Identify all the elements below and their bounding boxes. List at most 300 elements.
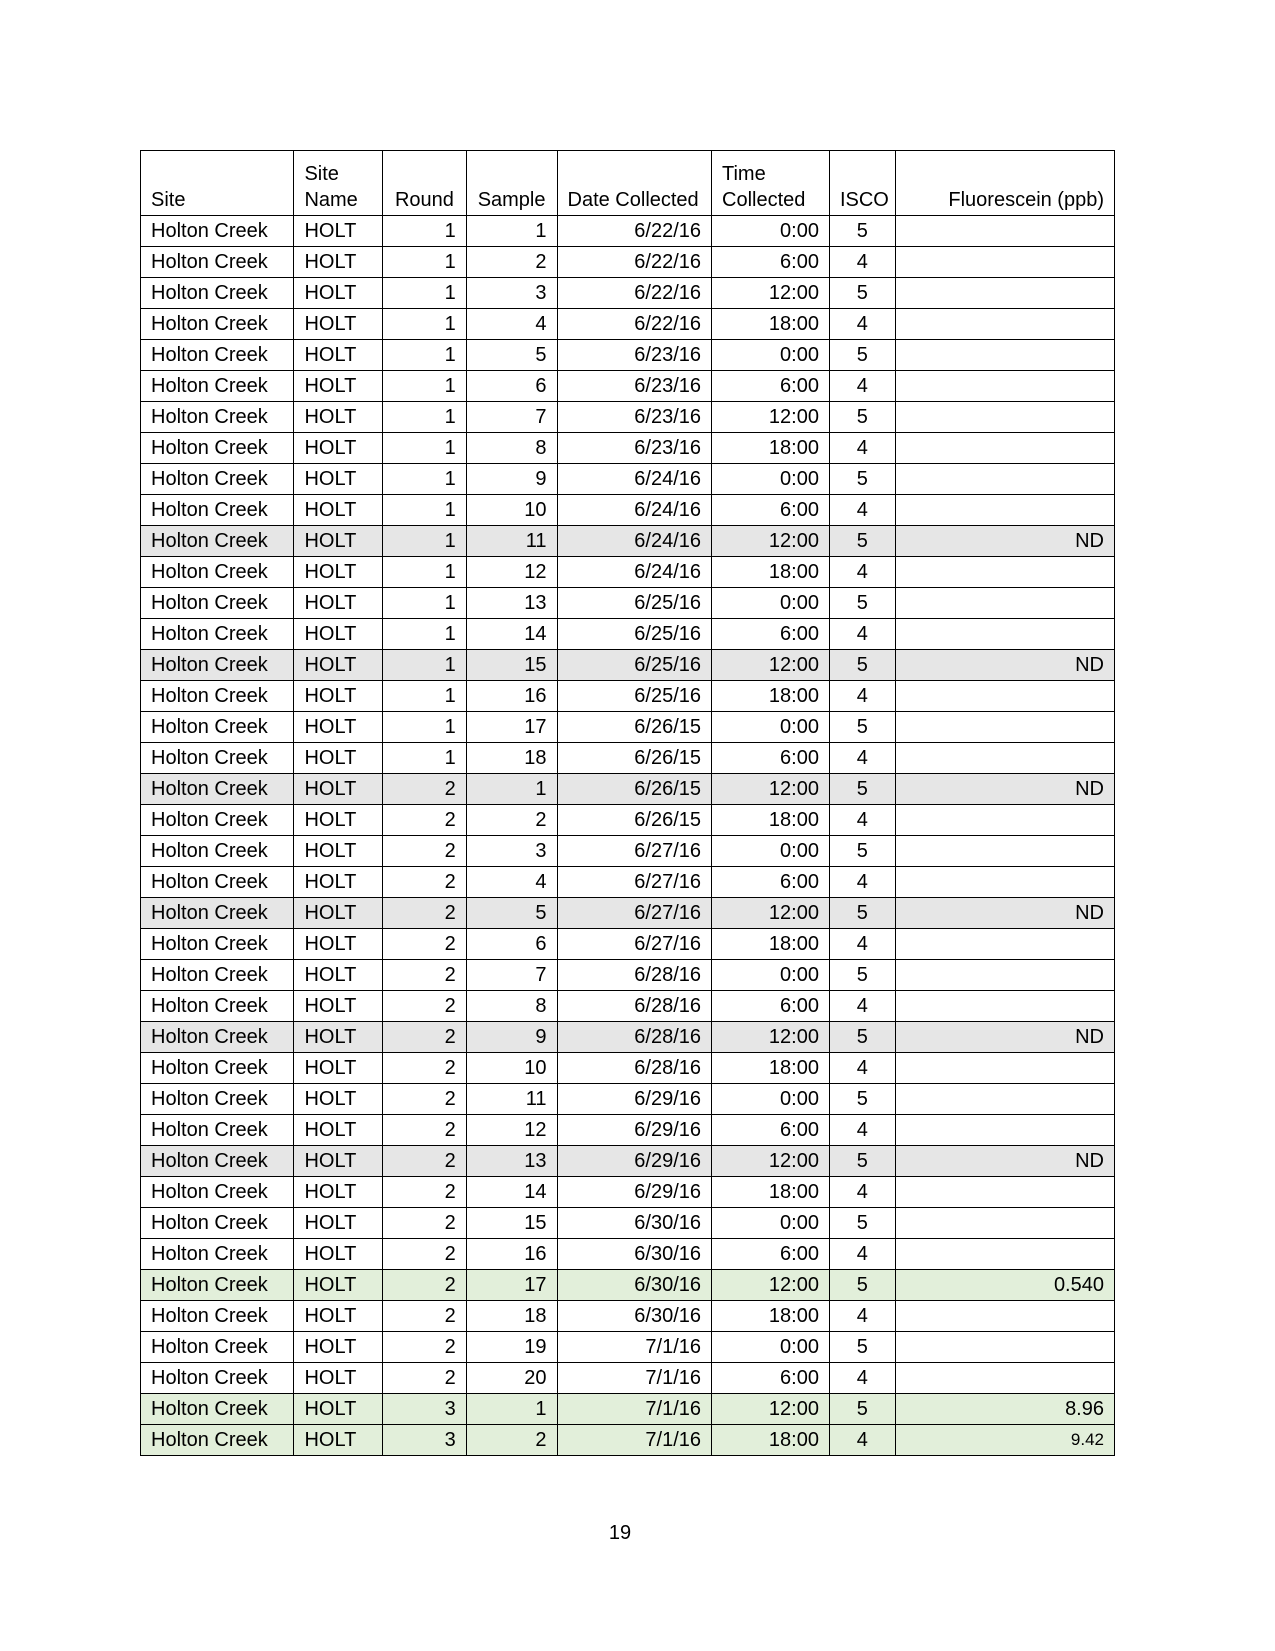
cell-time-collected: 0:00 bbox=[712, 836, 830, 867]
cell-round: 1 bbox=[383, 526, 467, 557]
cell-round: 1 bbox=[383, 216, 467, 247]
cell-sample: 10 bbox=[466, 1053, 557, 1084]
cell-sample: 17 bbox=[466, 1270, 557, 1301]
table-row bbox=[141, 1084, 1115, 1115]
cell-fluorescein bbox=[895, 836, 1114, 867]
table-row bbox=[141, 278, 1115, 309]
cell-time-collected: 12:00 bbox=[712, 898, 830, 929]
cell-isco: 4 bbox=[829, 433, 895, 464]
cell-site: Holton Creek bbox=[141, 557, 294, 588]
cell-site-name: HOLT bbox=[294, 557, 383, 588]
table-row bbox=[141, 960, 1115, 991]
table-row bbox=[141, 371, 1115, 402]
cell-site: Holton Creek bbox=[141, 929, 294, 960]
cell-site-name: HOLT bbox=[294, 526, 383, 557]
cell-site-name: HOLT bbox=[294, 278, 383, 309]
cell-round: 2 bbox=[383, 1208, 467, 1239]
cell-time-collected: 0:00 bbox=[712, 960, 830, 991]
cell-round: 1 bbox=[383, 743, 467, 774]
col-header-date-collected: Date Collected bbox=[557, 151, 712, 216]
cell-date-collected: 6/30/16 bbox=[557, 1301, 712, 1332]
cell-sample: 13 bbox=[466, 588, 557, 619]
cell-sample: 16 bbox=[466, 1239, 557, 1270]
cell-time-collected: 0:00 bbox=[712, 588, 830, 619]
cell-fluorescein: ND bbox=[895, 774, 1114, 805]
cell-fluorescein bbox=[895, 588, 1114, 619]
cell-time-collected: 0:00 bbox=[712, 216, 830, 247]
cell-sample: 12 bbox=[466, 557, 557, 588]
cell-date-collected: 6/23/16 bbox=[557, 433, 712, 464]
cell-site: Holton Creek bbox=[141, 464, 294, 495]
cell-round: 1 bbox=[383, 247, 467, 278]
cell-sample: 11 bbox=[466, 1084, 557, 1115]
table-row bbox=[141, 216, 1115, 247]
col-header-isco: ISCO bbox=[829, 151, 895, 216]
cell-time-collected: 18:00 bbox=[712, 805, 830, 836]
cell-site: Holton Creek bbox=[141, 805, 294, 836]
cell-site-name: HOLT bbox=[294, 1022, 383, 1053]
cell-time-collected: 18:00 bbox=[712, 1425, 830, 1456]
cell-isco: 4 bbox=[829, 1425, 895, 1456]
cell-time-collected: 6:00 bbox=[712, 867, 830, 898]
table-row bbox=[141, 247, 1115, 278]
cell-isco: 5 bbox=[829, 1084, 895, 1115]
cell-isco: 4 bbox=[829, 867, 895, 898]
table-row bbox=[141, 805, 1115, 836]
cell-site-name: HOLT bbox=[294, 929, 383, 960]
cell-site: Holton Creek bbox=[141, 1363, 294, 1394]
cell-time-collected: 0:00 bbox=[712, 1332, 830, 1363]
cell-date-collected: 6/30/16 bbox=[557, 1270, 712, 1301]
cell-time-collected: 6:00 bbox=[712, 619, 830, 650]
table-row bbox=[141, 526, 1115, 557]
cell-site: Holton Creek bbox=[141, 712, 294, 743]
cell-round: 1 bbox=[383, 650, 467, 681]
page-number: 19 bbox=[608, 1522, 632, 1544]
cell-site-name: HOLT bbox=[294, 247, 383, 278]
cell-round: 2 bbox=[383, 1146, 467, 1177]
cell-isco: 5 bbox=[829, 340, 895, 371]
cell-round: 1 bbox=[383, 464, 467, 495]
cell-site: Holton Creek bbox=[141, 1332, 294, 1363]
cell-isco: 5 bbox=[829, 588, 895, 619]
cell-round: 1 bbox=[383, 681, 467, 712]
table-row bbox=[141, 588, 1115, 619]
cell-round: 2 bbox=[383, 1301, 467, 1332]
col-header-time-collected: Time Collected bbox=[712, 151, 830, 216]
table-row bbox=[141, 681, 1115, 712]
cell-date-collected: 6/26/15 bbox=[557, 774, 712, 805]
cell-date-collected: 7/1/16 bbox=[557, 1332, 712, 1363]
cell-round: 1 bbox=[383, 557, 467, 588]
cell-site: Holton Creek bbox=[141, 1394, 294, 1425]
cell-fluorescein: ND bbox=[895, 1146, 1114, 1177]
cell-site: Holton Creek bbox=[141, 495, 294, 526]
cell-site-name: HOLT bbox=[294, 960, 383, 991]
cell-time-collected: 6:00 bbox=[712, 371, 830, 402]
cell-site: Holton Creek bbox=[141, 433, 294, 464]
cell-time-collected: 6:00 bbox=[712, 1239, 830, 1270]
table-row bbox=[141, 1425, 1115, 1456]
cell-site: Holton Creek bbox=[141, 1425, 294, 1456]
cell-round: 2 bbox=[383, 805, 467, 836]
table-row bbox=[141, 340, 1115, 371]
cell-fluorescein: ND bbox=[895, 1022, 1114, 1053]
cell-date-collected: 6/27/16 bbox=[557, 867, 712, 898]
cell-date-collected: 6/24/16 bbox=[557, 495, 712, 526]
cell-date-collected: 6/29/16 bbox=[557, 1084, 712, 1115]
cell-sample: 17 bbox=[466, 712, 557, 743]
cell-sample: 16 bbox=[466, 681, 557, 712]
cell-time-collected: 18:00 bbox=[712, 681, 830, 712]
cell-isco: 4 bbox=[829, 495, 895, 526]
table-row bbox=[141, 1394, 1115, 1425]
table-row bbox=[141, 557, 1115, 588]
col-header-round: Round bbox=[383, 151, 467, 216]
cell-sample: 18 bbox=[466, 743, 557, 774]
cell-site: Holton Creek bbox=[141, 1301, 294, 1332]
cell-date-collected: 6/26/15 bbox=[557, 805, 712, 836]
col-header-fluorescein: Fluorescein (ppb) bbox=[895, 151, 1114, 216]
cell-site: Holton Creek bbox=[141, 867, 294, 898]
cell-isco: 5 bbox=[829, 1270, 895, 1301]
cell-isco: 5 bbox=[829, 960, 895, 991]
cell-site-name: HOLT bbox=[294, 464, 383, 495]
cell-round: 2 bbox=[383, 1363, 467, 1394]
cell-site-name: HOLT bbox=[294, 1394, 383, 1425]
cell-date-collected: 6/28/16 bbox=[557, 1022, 712, 1053]
cell-time-collected: 0:00 bbox=[712, 712, 830, 743]
cell-time-collected: 6:00 bbox=[712, 495, 830, 526]
cell-time-collected: 6:00 bbox=[712, 247, 830, 278]
cell-time-collected: 12:00 bbox=[712, 1394, 830, 1425]
cell-site: Holton Creek bbox=[141, 774, 294, 805]
cell-isco: 5 bbox=[829, 402, 895, 433]
cell-site: Holton Creek bbox=[141, 340, 294, 371]
cell-isco: 5 bbox=[829, 1394, 895, 1425]
cell-time-collected: 0:00 bbox=[712, 1208, 830, 1239]
cell-fluorescein bbox=[895, 1208, 1114, 1239]
table-row bbox=[141, 836, 1115, 867]
cell-isco: 5 bbox=[829, 774, 895, 805]
cell-sample: 18 bbox=[466, 1301, 557, 1332]
cell-round: 2 bbox=[383, 991, 467, 1022]
cell-fluorescein bbox=[895, 712, 1114, 743]
cell-date-collected: 6/29/16 bbox=[557, 1146, 712, 1177]
table-row bbox=[141, 898, 1115, 929]
cell-round: 1 bbox=[383, 433, 467, 464]
cell-time-collected: 12:00 bbox=[712, 774, 830, 805]
cell-time-collected: 0:00 bbox=[712, 464, 830, 495]
cell-round: 1 bbox=[383, 712, 467, 743]
col-header-site: Site bbox=[141, 151, 294, 216]
cell-date-collected: 6/22/16 bbox=[557, 309, 712, 340]
table-row bbox=[141, 495, 1115, 526]
cell-fluorescein bbox=[895, 309, 1114, 340]
cell-site-name: HOLT bbox=[294, 371, 383, 402]
cell-round: 2 bbox=[383, 1053, 467, 1084]
cell-sample: 1 bbox=[466, 1394, 557, 1425]
cell-site: Holton Creek bbox=[141, 991, 294, 1022]
cell-site: Holton Creek bbox=[141, 1053, 294, 1084]
cell-round: 2 bbox=[383, 1084, 467, 1115]
cell-fluorescein bbox=[895, 1115, 1114, 1146]
cell-round: 1 bbox=[383, 495, 467, 526]
cell-site-name: HOLT bbox=[294, 1239, 383, 1270]
cell-site: Holton Creek bbox=[141, 1022, 294, 1053]
cell-time-collected: 18:00 bbox=[712, 1177, 830, 1208]
cell-time-collected: 18:00 bbox=[712, 433, 830, 464]
cell-site-name: HOLT bbox=[294, 805, 383, 836]
cell-round: 2 bbox=[383, 1022, 467, 1053]
cell-site: Holton Creek bbox=[141, 247, 294, 278]
cell-round: 2 bbox=[383, 1177, 467, 1208]
cell-sample: 13 bbox=[466, 1146, 557, 1177]
cell-fluorescein bbox=[895, 1239, 1114, 1270]
cell-site: Holton Creek bbox=[141, 1177, 294, 1208]
cell-sample: 14 bbox=[466, 1177, 557, 1208]
cell-fluorescein: ND bbox=[895, 898, 1114, 929]
cell-sample: 4 bbox=[466, 867, 557, 898]
cell-round: 2 bbox=[383, 867, 467, 898]
table-row bbox=[141, 1053, 1115, 1084]
cell-date-collected: 6/25/16 bbox=[557, 619, 712, 650]
cell-isco: 4 bbox=[829, 309, 895, 340]
table-row bbox=[141, 1239, 1115, 1270]
cell-site-name: HOLT bbox=[294, 1270, 383, 1301]
cell-fluorescein: ND bbox=[895, 650, 1114, 681]
cell-date-collected: 6/27/16 bbox=[557, 836, 712, 867]
cell-date-collected: 6/27/16 bbox=[557, 898, 712, 929]
cell-round: 1 bbox=[383, 588, 467, 619]
cell-isco: 5 bbox=[829, 1332, 895, 1363]
cell-site-name: HOLT bbox=[294, 216, 383, 247]
cell-round: 1 bbox=[383, 309, 467, 340]
cell-site: Holton Creek bbox=[141, 1208, 294, 1239]
cell-fluorescein: 0.540 bbox=[895, 1270, 1114, 1301]
cell-fluorescein bbox=[895, 867, 1114, 898]
cell-fluorescein bbox=[895, 340, 1114, 371]
cell-sample: 6 bbox=[466, 929, 557, 960]
cell-time-collected: 12:00 bbox=[712, 526, 830, 557]
cell-sample: 20 bbox=[466, 1363, 557, 1394]
cell-time-collected: 18:00 bbox=[712, 1301, 830, 1332]
cell-sample: 1 bbox=[466, 216, 557, 247]
cell-fluorescein bbox=[895, 681, 1114, 712]
cell-isco: 4 bbox=[829, 1363, 895, 1394]
cell-date-collected: 6/25/16 bbox=[557, 650, 712, 681]
cell-site: Holton Creek bbox=[141, 619, 294, 650]
cell-fluorescein bbox=[895, 433, 1114, 464]
table-row bbox=[141, 1208, 1115, 1239]
cell-time-collected: 6:00 bbox=[712, 743, 830, 774]
cell-sample: 2 bbox=[466, 805, 557, 836]
cell-date-collected: 6/22/16 bbox=[557, 216, 712, 247]
table-row bbox=[141, 309, 1115, 340]
cell-time-collected: 18:00 bbox=[712, 309, 830, 340]
cell-isco: 4 bbox=[829, 1177, 895, 1208]
cell-fluorescein bbox=[895, 619, 1114, 650]
cell-date-collected: 6/23/16 bbox=[557, 340, 712, 371]
cell-fluorescein: 8.96 bbox=[895, 1394, 1114, 1425]
cell-date-collected: 6/27/16 bbox=[557, 929, 712, 960]
cell-site-name: HOLT bbox=[294, 1363, 383, 1394]
cell-isco: 4 bbox=[829, 247, 895, 278]
col-header-sample: Sample bbox=[466, 151, 557, 216]
cell-site: Holton Creek bbox=[141, 1084, 294, 1115]
cell-isco: 4 bbox=[829, 805, 895, 836]
cell-time-collected: 6:00 bbox=[712, 1115, 830, 1146]
table-row bbox=[141, 1146, 1115, 1177]
cell-site-name: HOLT bbox=[294, 433, 383, 464]
header-row bbox=[141, 151, 1115, 216]
col-header-site-name: Site Name bbox=[294, 151, 383, 216]
cell-round: 1 bbox=[383, 371, 467, 402]
cell-fluorescein bbox=[895, 557, 1114, 588]
cell-round: 3 bbox=[383, 1394, 467, 1425]
cell-date-collected: 6/26/15 bbox=[557, 743, 712, 774]
cell-round: 2 bbox=[383, 960, 467, 991]
cell-isco: 4 bbox=[829, 1115, 895, 1146]
cell-site-name: HOLT bbox=[294, 309, 383, 340]
table-row bbox=[141, 774, 1115, 805]
cell-site-name: HOLT bbox=[294, 867, 383, 898]
table-row bbox=[141, 1270, 1115, 1301]
cell-sample: 1 bbox=[466, 774, 557, 805]
cell-sample: 4 bbox=[466, 309, 557, 340]
cell-sample: 3 bbox=[466, 836, 557, 867]
cell-site-name: HOLT bbox=[294, 681, 383, 712]
cell-site: Holton Creek bbox=[141, 743, 294, 774]
cell-fluorescein bbox=[895, 402, 1114, 433]
table-row bbox=[141, 433, 1115, 464]
table-body bbox=[141, 216, 1115, 1456]
cell-sample: 3 bbox=[466, 278, 557, 309]
cell-fluorescein bbox=[895, 495, 1114, 526]
cell-isco: 4 bbox=[829, 557, 895, 588]
cell-time-collected: 0:00 bbox=[712, 1084, 830, 1115]
cell-site-name: HOLT bbox=[294, 991, 383, 1022]
cell-fluorescein bbox=[895, 247, 1114, 278]
cell-date-collected: 6/29/16 bbox=[557, 1115, 712, 1146]
cell-isco: 5 bbox=[829, 464, 895, 495]
cell-fluorescein bbox=[895, 1053, 1114, 1084]
cell-site: Holton Creek bbox=[141, 898, 294, 929]
cell-site-name: HOLT bbox=[294, 402, 383, 433]
cell-round: 2 bbox=[383, 836, 467, 867]
cell-sample: 7 bbox=[466, 402, 557, 433]
table-row bbox=[141, 1022, 1115, 1053]
cell-date-collected: 6/28/16 bbox=[557, 1053, 712, 1084]
cell-site: Holton Creek bbox=[141, 371, 294, 402]
table-row bbox=[141, 1301, 1115, 1332]
table-row bbox=[141, 867, 1115, 898]
cell-date-collected: 7/1/16 bbox=[557, 1425, 712, 1456]
cell-sample: 2 bbox=[466, 1425, 557, 1456]
cell-site: Holton Creek bbox=[141, 1115, 294, 1146]
cell-date-collected: 6/29/16 bbox=[557, 1177, 712, 1208]
table-row bbox=[141, 929, 1115, 960]
cell-site-name: HOLT bbox=[294, 1084, 383, 1115]
cell-date-collected: 6/30/16 bbox=[557, 1208, 712, 1239]
cell-round: 1 bbox=[383, 278, 467, 309]
cell-site-name: HOLT bbox=[294, 1053, 383, 1084]
cell-sample: 5 bbox=[466, 898, 557, 929]
cell-round: 2 bbox=[383, 1239, 467, 1270]
cell-site: Holton Creek bbox=[141, 681, 294, 712]
cell-site-name: HOLT bbox=[294, 1177, 383, 1208]
cell-round: 2 bbox=[383, 1332, 467, 1363]
cell-sample: 9 bbox=[466, 1022, 557, 1053]
cell-sample: 15 bbox=[466, 1208, 557, 1239]
cell-time-collected: 12:00 bbox=[712, 1022, 830, 1053]
cell-date-collected: 6/25/16 bbox=[557, 588, 712, 619]
cell-date-collected: 7/1/16 bbox=[557, 1363, 712, 1394]
cell-date-collected: 6/22/16 bbox=[557, 278, 712, 309]
cell-round: 1 bbox=[383, 340, 467, 371]
cell-site-name: HOLT bbox=[294, 1146, 383, 1177]
cell-fluorescein: 9.42 bbox=[895, 1425, 1114, 1456]
cell-fluorescein bbox=[895, 1301, 1114, 1332]
cell-time-collected: 6:00 bbox=[712, 991, 830, 1022]
cell-site-name: HOLT bbox=[294, 495, 383, 526]
cell-fluorescein bbox=[895, 1177, 1114, 1208]
cell-fluorescein bbox=[895, 743, 1114, 774]
cell-site-name: HOLT bbox=[294, 774, 383, 805]
cell-time-collected: 18:00 bbox=[712, 1053, 830, 1084]
cell-site-name: HOLT bbox=[294, 650, 383, 681]
table-row bbox=[141, 991, 1115, 1022]
cell-sample: 19 bbox=[466, 1332, 557, 1363]
cell-fluorescein bbox=[895, 1363, 1114, 1394]
cell-isco: 5 bbox=[829, 1022, 895, 1053]
cell-round: 2 bbox=[383, 929, 467, 960]
table-row bbox=[141, 1177, 1115, 1208]
table-row bbox=[141, 1363, 1115, 1394]
cell-site: Holton Creek bbox=[141, 402, 294, 433]
cell-date-collected: 7/1/16 bbox=[557, 1394, 712, 1425]
cell-date-collected: 6/24/16 bbox=[557, 464, 712, 495]
table-row bbox=[141, 712, 1115, 743]
cell-date-collected: 6/24/16 bbox=[557, 526, 712, 557]
cell-isco: 5 bbox=[829, 712, 895, 743]
cell-fluorescein bbox=[895, 278, 1114, 309]
cell-site: Holton Creek bbox=[141, 1146, 294, 1177]
table-row bbox=[141, 1332, 1115, 1363]
cell-fluorescein bbox=[895, 991, 1114, 1022]
cell-isco: 4 bbox=[829, 1301, 895, 1332]
cell-date-collected: 6/26/15 bbox=[557, 712, 712, 743]
cell-round: 2 bbox=[383, 1270, 467, 1301]
cell-sample: 8 bbox=[466, 433, 557, 464]
cell-sample: 5 bbox=[466, 340, 557, 371]
cell-sample: 9 bbox=[466, 464, 557, 495]
cell-fluorescein: ND bbox=[895, 526, 1114, 557]
cell-site-name: HOLT bbox=[294, 1332, 383, 1363]
cell-site: Holton Creek bbox=[141, 1270, 294, 1301]
cell-isco: 5 bbox=[829, 898, 895, 929]
cell-isco: 4 bbox=[829, 1239, 895, 1270]
table-row bbox=[141, 743, 1115, 774]
cell-isco: 4 bbox=[829, 743, 895, 774]
cell-site: Holton Creek bbox=[141, 278, 294, 309]
cell-sample: 7 bbox=[466, 960, 557, 991]
cell-time-collected: 12:00 bbox=[712, 1270, 830, 1301]
table-row bbox=[141, 1115, 1115, 1146]
cell-isco: 5 bbox=[829, 216, 895, 247]
cell-sample: 15 bbox=[466, 650, 557, 681]
cell-isco: 5 bbox=[829, 278, 895, 309]
